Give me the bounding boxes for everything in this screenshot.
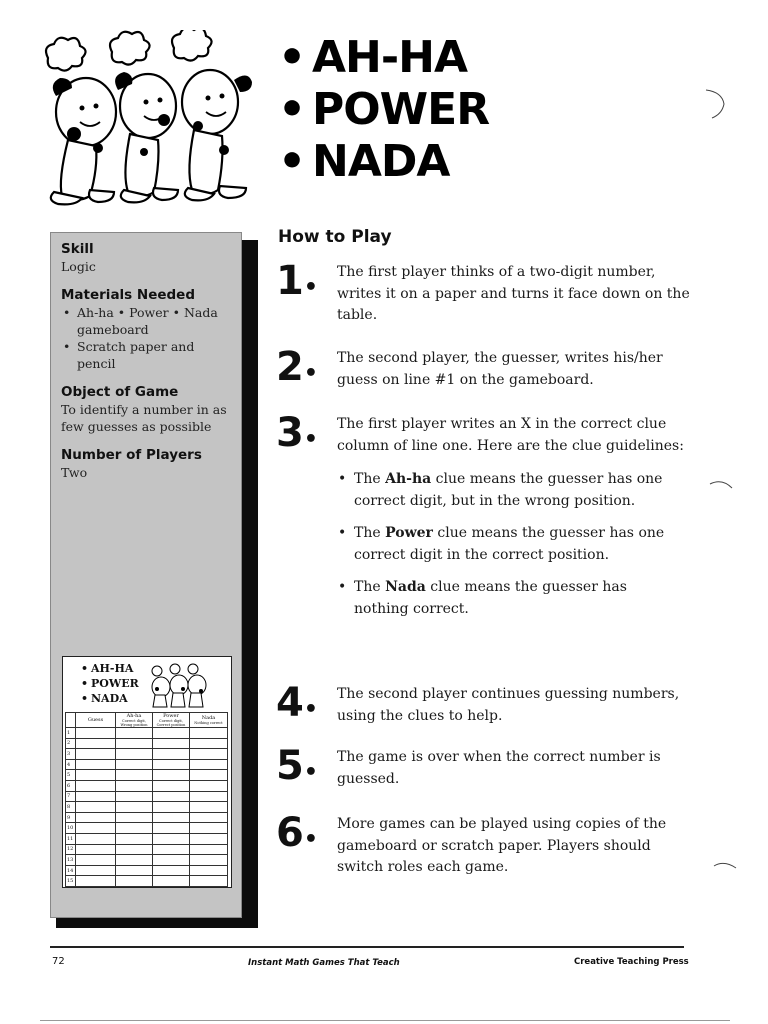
step-number: 2 • <box>276 346 318 395</box>
gameboard-thumbnail <box>62 656 232 888</box>
gameboard-row-number: 11 <box>66 833 76 844</box>
materials-heading: Materials Needed <box>61 287 196 303</box>
gameboard-row <box>66 759 228 770</box>
gameboard-cell <box>76 749 116 760</box>
gameboard-row <box>66 791 228 802</box>
gameboard-row <box>66 728 228 739</box>
gameboard-cell <box>76 770 116 781</box>
gameboard-row <box>66 738 228 749</box>
materials-list <box>61 304 231 372</box>
gameboard-cell <box>116 865 153 876</box>
gameboard-cell <box>76 802 116 813</box>
title-nada: • NADA <box>278 136 489 188</box>
gameboard-row <box>66 812 228 823</box>
footer-rule <box>50 946 684 948</box>
gameboard-cell <box>116 728 153 739</box>
step-number: 6 • <box>276 812 318 861</box>
gameboard-cell <box>190 865 228 876</box>
gameboard-row-number: 8 <box>66 802 76 813</box>
gameboard-cell <box>76 844 116 855</box>
clue-guidelines-list <box>338 469 678 620</box>
book-title: Instant Math Games That Teach <box>248 958 400 968</box>
players-text: Two <box>61 465 88 480</box>
gameboard-cell <box>76 855 116 866</box>
gameboard-row <box>66 802 228 813</box>
gameboard-row-number: 7 <box>66 791 76 802</box>
gameboard-row-number: 13 <box>66 855 76 866</box>
gameboard-cell <box>153 812 190 823</box>
step-3 <box>276 410 696 631</box>
object-text: To identify a number in as few guesses as possible <box>61 402 227 434</box>
gameboard-cell <box>153 802 190 813</box>
gameboard-row-number: 15 <box>66 876 76 887</box>
step-text: The second player, the guesser, writes his/her guess on line #1 on the gameboard. <box>337 350 663 388</box>
step-text: The game is over when the correct number is guessed. <box>337 749 661 787</box>
gameboard-cell <box>190 791 228 802</box>
gameboard-cell <box>76 865 116 876</box>
publisher-name: Creative Teaching Press <box>574 957 689 967</box>
step-number: 5 • <box>276 745 318 794</box>
gameboard-cell <box>153 844 190 855</box>
gameboard-cell <box>116 759 153 770</box>
step-4 <box>276 680 696 727</box>
gameboard-title: • NADA <box>81 691 139 706</box>
gameboard-row-number: 9 <box>66 812 76 823</box>
gameboard-title: • POWER <box>81 676 139 691</box>
gameboard-header-cell: Guess <box>76 713 116 728</box>
players-heading: Number of Players <box>61 447 202 463</box>
step-6 <box>276 810 696 879</box>
dogs-illustration <box>38 30 270 208</box>
gameboard-header-cell: Ah-ha Correct digit, Wrong position <box>116 713 153 728</box>
gameboard-cell <box>116 738 153 749</box>
gameboard-row <box>66 780 228 791</box>
gameboard-cell <box>76 833 116 844</box>
clue-nada: • The Nada clue means the guesser has nothing correct. <box>338 577 678 620</box>
gameboard-cell <box>116 770 153 781</box>
gameboard-cell <box>116 802 153 813</box>
gameboard-cell <box>116 855 153 866</box>
gameboard-cell <box>153 728 190 739</box>
gameboard-dogs-illustration <box>147 663 213 709</box>
gameboard-cell <box>190 738 228 749</box>
game-title-list <box>278 32 489 188</box>
gameboard-title-list <box>81 661 139 706</box>
gameboard-row-number: 5 <box>66 770 76 781</box>
gameboard-cell <box>153 770 190 781</box>
gameboard-row-number: 14 <box>66 865 76 876</box>
step-5 <box>276 743 696 790</box>
step-1 <box>276 258 696 327</box>
gameboard-row <box>66 844 228 855</box>
gameboard-cell <box>116 812 153 823</box>
gameboard-cell <box>116 823 153 834</box>
binder-hole-marks <box>700 86 740 906</box>
gameboard-cell <box>190 728 228 739</box>
gameboard-row-number: 4 <box>66 759 76 770</box>
gameboard-cell <box>153 833 190 844</box>
gameboard-cell <box>76 823 116 834</box>
materials-item: • Scratch paper and pencil <box>61 338 231 372</box>
gameboard-cell <box>116 844 153 855</box>
gameboard-cell <box>153 738 190 749</box>
gameboard-row <box>66 833 228 844</box>
gameboard-cell <box>190 833 228 844</box>
materials-item: • Ah-ha • Power • Nada gameboard <box>61 304 231 338</box>
gameboard-cell <box>116 749 153 760</box>
gameboard-cell <box>153 855 190 866</box>
gameboard-cell <box>116 791 153 802</box>
gameboard-cell <box>116 780 153 791</box>
gameboard-cell <box>76 738 116 749</box>
gameboard-cell <box>190 812 228 823</box>
gameboard-cell <box>76 791 116 802</box>
gameboard-title: • AH-HA <box>81 661 139 676</box>
gameboard-row <box>66 855 228 866</box>
gameboard-cell <box>190 876 228 887</box>
gameboard-cell <box>153 759 190 770</box>
page-number: 72 <box>52 956 65 967</box>
gameboard-header-cell <box>66 713 76 728</box>
step-number: 4 • <box>276 682 318 731</box>
page-bottom-edge <box>40 1020 730 1021</box>
gameboard-cell <box>76 780 116 791</box>
gameboard-cell <box>153 876 190 887</box>
gameboard-cell <box>76 876 116 887</box>
gameboard-cell <box>153 791 190 802</box>
gameboard-header-cell: Nada Nothing correct <box>190 713 228 728</box>
object-heading: Object of Game <box>61 384 179 400</box>
gameboard-cell <box>190 749 228 760</box>
step-number: 1 • <box>276 260 318 309</box>
clue-power: • The Power clue means the guesser has one correct digit in the correct position. <box>338 523 678 566</box>
step-2 <box>276 344 696 391</box>
step-text: The first player writes an X in the correct clue column of line one. Here are the clue guidelines: <box>337 416 684 454</box>
gameboard-row <box>66 876 228 887</box>
skill-heading: Skill <box>61 241 94 257</box>
step-text: More games can be played using copies of the gameboard or scratch paper. Players should switch roles each game. <box>337 816 667 875</box>
gameboard-header-row <box>66 713 228 728</box>
title-power: • POWER <box>278 84 489 136</box>
skill-text: Logic <box>61 259 96 274</box>
gameboard-row <box>66 749 228 760</box>
gameboard-row-number: 6 <box>66 780 76 791</box>
step-text: The second player continues guessing numbers, using the clues to help. <box>337 686 680 724</box>
how-to-play-heading: How to Play <box>278 227 392 247</box>
gameboard-row <box>66 770 228 781</box>
gameboard-cell <box>190 759 228 770</box>
gameboard-cell <box>153 823 190 834</box>
gameboard-row-number: 12 <box>66 844 76 855</box>
gameboard-row-number: 10 <box>66 823 76 834</box>
gameboard-grid <box>65 712 228 887</box>
gameboard-row <box>66 823 228 834</box>
gameboard-cell <box>190 802 228 813</box>
gameboard-row <box>66 865 228 876</box>
gameboard-cell <box>190 780 228 791</box>
gameboard-row-number: 2 <box>66 738 76 749</box>
gameboard-cell <box>190 770 228 781</box>
title-ah-ha: • AH-HA <box>278 32 489 84</box>
gameboard-cell <box>190 844 228 855</box>
gameboard-header-cell: Power Correct digit, Correct position <box>153 713 190 728</box>
gameboard-cell <box>76 759 116 770</box>
gameboard-cell <box>153 749 190 760</box>
step-number: 3 • <box>276 412 318 461</box>
gameboard-row-number: 3 <box>66 749 76 760</box>
step-text: The first player thinks of a two-digit number, writes it on a paper and turns it face down on the table. <box>337 264 690 323</box>
gameboard-row-number: 1 <box>66 728 76 739</box>
gameboard-cell <box>76 728 116 739</box>
gameboard-cell <box>190 823 228 834</box>
clue-ah-ha: • The Ah-ha clue means the guesser has one correct digit, but in the wrong position. <box>338 469 678 512</box>
gameboard-cell <box>116 876 153 887</box>
gameboard-cell <box>153 780 190 791</box>
gameboard-cell <box>153 865 190 876</box>
gameboard-cell <box>190 855 228 866</box>
gameboard-cell <box>76 812 116 823</box>
gameboard-cell <box>116 833 153 844</box>
